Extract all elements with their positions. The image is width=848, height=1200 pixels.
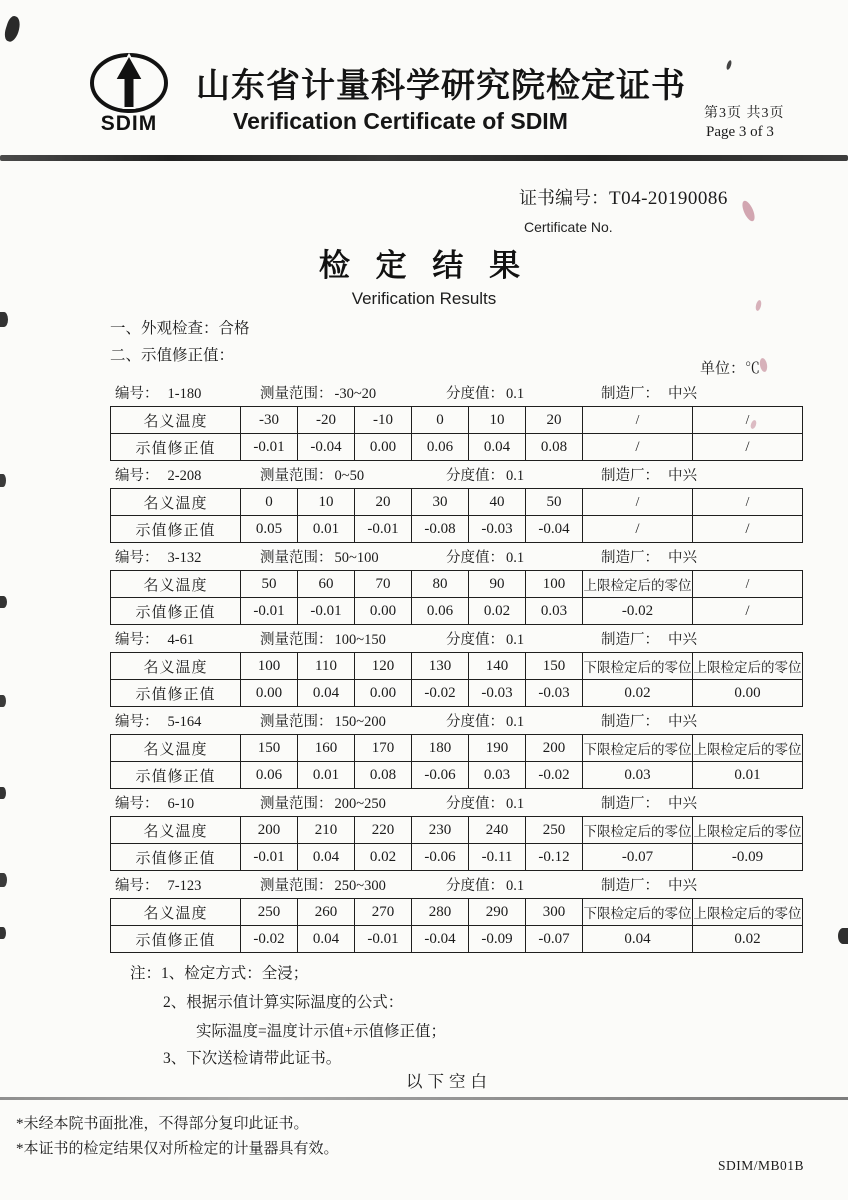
- scan-artifact: [0, 596, 7, 608]
- correction-cell: -0.04: [412, 926, 469, 953]
- table-block: [110, 628, 802, 710]
- note-line-3: 实际温度=温度计示值+示值修正值；: [196, 1023, 446, 1040]
- note-line-1: 注：1、检定方式：全浸；: [130, 965, 309, 982]
- correction-cell: -0.09: [469, 926, 526, 953]
- corrections-line: 二、示值修正值：: [110, 347, 235, 364]
- manufacturer-value: 中兴: [668, 878, 697, 894]
- range-label: 测量范围：: [260, 714, 333, 730]
- temp-cell: 170: [355, 735, 412, 762]
- nominal-temp-label: 名义温度: [111, 817, 241, 844]
- division-value: 0.1: [506, 550, 525, 566]
- correction-cell: 0.03: [469, 762, 526, 789]
- correction-cell: 0.00: [241, 680, 298, 707]
- temp-cell: 280: [412, 899, 469, 926]
- unit-label: 单位：℃: [700, 361, 761, 377]
- temp-cell: 100: [526, 571, 583, 598]
- correction-cell: -0.01: [298, 598, 355, 625]
- temp-cell: 130: [412, 653, 469, 680]
- serial-label: 编号：: [115, 878, 159, 894]
- manufacturer-label: 制造厂：: [601, 796, 659, 812]
- tables-container: [110, 382, 802, 956]
- certificate-no-label: 证书编号：: [519, 188, 609, 208]
- table-block: [110, 464, 802, 546]
- nominal-temp-row: [111, 407, 803, 434]
- temp-cell: 150: [526, 653, 583, 680]
- correction-cell: -0.12: [526, 844, 583, 871]
- range-value: -30~20: [334, 386, 377, 402]
- temp-cell: 300: [526, 899, 583, 926]
- serial-label: 编号：: [115, 386, 159, 402]
- manufacturer-label: 制造厂：: [601, 468, 659, 484]
- correction-cell: -0.08: [412, 516, 469, 543]
- temp-cell: 80: [412, 571, 469, 598]
- table-block: [110, 792, 802, 874]
- temp-cell: 下限检定后的零位: [583, 817, 693, 844]
- correction-cell: -0.01: [355, 926, 412, 953]
- temp-cell: 260: [298, 899, 355, 926]
- correction-cell: 0.01: [693, 762, 803, 789]
- table-meta: [110, 382, 802, 403]
- division-label: 分度值：: [446, 468, 504, 484]
- serial-value: 2-208: [167, 468, 202, 484]
- temp-cell: 200: [241, 817, 298, 844]
- manufacturer-value: 中兴: [668, 550, 697, 566]
- certificate-no-label-en: Certificate No.: [524, 219, 613, 235]
- division-label: 分度值：: [446, 386, 504, 402]
- range-label: 测量范围：: [260, 386, 333, 402]
- correction-cell: -0.02: [241, 926, 298, 953]
- range-label: 测量范围：: [260, 632, 333, 648]
- temp-cell: 230: [412, 817, 469, 844]
- scan-artifact: [0, 312, 8, 327]
- temp-cell: 40: [469, 489, 526, 516]
- range-value: 50~100: [334, 550, 379, 566]
- header-rule: [0, 155, 848, 161]
- table-block: [110, 546, 802, 628]
- range-value: 150~200: [334, 714, 386, 730]
- correction-cell: 0.03: [526, 598, 583, 625]
- scan-artifact: [740, 199, 757, 223]
- temp-cell: 50: [526, 489, 583, 516]
- serial-value: 7-123: [167, 878, 202, 894]
- serial-label: 编号：: [115, 796, 159, 812]
- correction-cell: 0.05: [241, 516, 298, 543]
- certificate-no-value: T04-20190086: [609, 188, 728, 209]
- correction-cell: 0.04: [298, 926, 355, 953]
- temp-cell: 160: [298, 735, 355, 762]
- temp-cell: 190: [469, 735, 526, 762]
- correction-cell: -0.01: [241, 844, 298, 871]
- nominal-temp-row: [111, 489, 803, 516]
- temp-cell: 60: [298, 571, 355, 598]
- division-label: 分度值：: [446, 878, 504, 894]
- correction-cell: 0.04: [298, 844, 355, 871]
- correction-cell: -0.03: [526, 680, 583, 707]
- temp-cell: 250: [241, 899, 298, 926]
- temp-cell: 70: [355, 571, 412, 598]
- temp-cell: 210: [298, 817, 355, 844]
- correction-cell: 0.00: [355, 680, 412, 707]
- correction-row: [111, 926, 803, 953]
- correction-cell: 0.06: [412, 598, 469, 625]
- certificate-title-en: Verification Certificate of SDIM: [233, 108, 568, 134]
- correction-cell: 0.02: [355, 844, 412, 871]
- correction-cell: -0.06: [412, 762, 469, 789]
- scan-artifact: [0, 927, 6, 939]
- temp-cell: /: [693, 571, 803, 598]
- appearance-check-line: 一、外观检查：合格: [110, 320, 250, 337]
- correction-cell: /: [583, 434, 693, 461]
- correction-cell: 0.04: [298, 680, 355, 707]
- serial-label: 编号：: [115, 468, 159, 484]
- correction-cell: 0.02: [469, 598, 526, 625]
- temp-cell: /: [693, 489, 803, 516]
- page-number-en: Page 3 of 3: [706, 124, 774, 140]
- correction-cell: -0.04: [298, 434, 355, 461]
- temp-cell: 下限检定后的零位: [583, 735, 693, 762]
- correction-cell: 0.04: [469, 434, 526, 461]
- range-value: 100~150: [334, 632, 386, 648]
- division-value: 0.1: [506, 796, 525, 812]
- temp-cell: 下限检定后的零位: [583, 653, 693, 680]
- temp-cell: 290: [469, 899, 526, 926]
- temp-cell: 180: [412, 735, 469, 762]
- temp-cell: -10: [355, 407, 412, 434]
- temp-cell: -20: [298, 407, 355, 434]
- temp-cell: 250: [526, 817, 583, 844]
- temp-cell: /: [583, 489, 693, 516]
- correction-label: 示值修正值: [111, 680, 241, 707]
- temp-cell: -30: [241, 407, 298, 434]
- correction-cell: 0.00: [355, 598, 412, 625]
- table-block: [110, 710, 802, 792]
- temp-cell: 150: [241, 735, 298, 762]
- scan-artifact: [0, 787, 6, 799]
- temp-cell: 上限检定后的零位: [693, 653, 803, 680]
- temp-cell: 30: [412, 489, 469, 516]
- division-value: 0.1: [506, 468, 525, 484]
- scan-artifact: [2, 15, 22, 44]
- serial-label: 编号：: [115, 714, 159, 730]
- division-label: 分度值：: [446, 796, 504, 812]
- range-label: 测量范围：: [260, 878, 333, 894]
- note-line-2: 2、根据示值计算实际温度的公式：: [163, 994, 404, 1011]
- nominal-temp-row: [111, 571, 803, 598]
- manufacturer-label: 制造厂：: [601, 550, 659, 566]
- correction-cell: -0.01: [241, 434, 298, 461]
- nominal-temp-row: [111, 653, 803, 680]
- footer-note-1: *未经本院书面批准，不得部分复印此证书。: [16, 1116, 309, 1132]
- manufacturer-value: 中兴: [668, 632, 697, 648]
- correction-row: [111, 598, 803, 625]
- footer-rule: [0, 1097, 848, 1100]
- temp-cell: 270: [355, 899, 412, 926]
- scan-artifact: [759, 357, 768, 372]
- nominal-temp-row: [111, 899, 803, 926]
- correction-cell: 0.02: [693, 926, 803, 953]
- serial-label: 编号：: [115, 550, 159, 566]
- range-value: 250~300: [334, 878, 386, 894]
- logo-text: SDIM: [100, 112, 158, 135]
- range-value: 0~50: [334, 468, 365, 484]
- scan-artifact: [0, 474, 6, 487]
- temp-cell: /: [583, 407, 693, 434]
- temp-cell: 120: [355, 653, 412, 680]
- sdim-logo: [86, 52, 172, 136]
- correction-cell: /: [693, 434, 803, 461]
- correction-cell: -0.02: [526, 762, 583, 789]
- manufacturer-label: 制造厂：: [601, 386, 659, 402]
- serial-value: 1-180: [167, 386, 202, 402]
- serial-value: 3-132: [167, 550, 202, 566]
- results-title-cn: 检 定 结 果: [318, 248, 530, 283]
- manufacturer-value: 中兴: [668, 468, 697, 484]
- temp-cell: 140: [469, 653, 526, 680]
- form-code: SDIM/MB01B: [718, 1158, 805, 1173]
- serial-label: 编号：: [115, 632, 159, 648]
- correction-cell: 0.03: [583, 762, 693, 789]
- correction-table: [110, 406, 803, 461]
- correction-cell: 0.08: [355, 762, 412, 789]
- manufacturer-label: 制造厂：: [601, 878, 659, 894]
- nominal-temp-label: 名义温度: [111, 735, 241, 762]
- correction-label: 示值修正值: [111, 844, 241, 871]
- sdim-arrow-logo-icon: [86, 52, 172, 114]
- correction-cell: -0.02: [412, 680, 469, 707]
- blank-below-label: 以下空白: [406, 1072, 492, 1091]
- correction-row: [111, 762, 803, 789]
- footer-note-2: *本证书的检定结果仅对所检定的计量器具有效。: [16, 1141, 339, 1157]
- table-meta: [110, 710, 802, 731]
- certificate-title-cn: 山东省计量科学研究院检定证书: [196, 68, 686, 105]
- temp-cell: 上限检定后的零位: [693, 899, 803, 926]
- correction-label: 示值修正值: [111, 926, 241, 953]
- table-block: [110, 874, 802, 956]
- correction-table: [110, 734, 803, 789]
- table-block: [110, 382, 802, 464]
- range-value: 200~250: [334, 796, 386, 812]
- correction-table: [110, 652, 803, 707]
- scan-artifact: [0, 873, 7, 887]
- correction-cell: -0.07: [526, 926, 583, 953]
- results-title-en: Verification Results: [351, 289, 497, 308]
- nominal-temp-label: 名义温度: [111, 653, 241, 680]
- correction-cell: 0.01: [298, 762, 355, 789]
- correction-cell: 0.06: [241, 762, 298, 789]
- temp-cell: 220: [355, 817, 412, 844]
- temp-cell: 20: [355, 489, 412, 516]
- correction-row: [111, 680, 803, 707]
- correction-cell: 0.02: [583, 680, 693, 707]
- temp-cell: 90: [469, 571, 526, 598]
- temp-cell: 10: [298, 489, 355, 516]
- nominal-temp-label: 名义温度: [111, 571, 241, 598]
- nominal-temp-row: [111, 817, 803, 844]
- manufacturer-label: 制造厂：: [601, 632, 659, 648]
- serial-value: 6-10: [167, 796, 195, 812]
- correction-table: [110, 898, 803, 953]
- correction-cell: 0.08: [526, 434, 583, 461]
- correction-cell: 0.04: [583, 926, 693, 953]
- correction-label: 示值修正值: [111, 598, 241, 625]
- manufacturer-value: 中兴: [668, 714, 697, 730]
- correction-cell: 0.06: [412, 434, 469, 461]
- correction-table: [110, 816, 803, 871]
- correction-cell: -0.01: [355, 516, 412, 543]
- temp-cell: 20: [526, 407, 583, 434]
- correction-row: [111, 434, 803, 461]
- range-label: 测量范围：: [260, 468, 333, 484]
- certificate-no-line: [519, 184, 728, 210]
- nominal-temp-label: 名义温度: [111, 899, 241, 926]
- correction-cell: -0.11: [469, 844, 526, 871]
- correction-cell: -0.01: [241, 598, 298, 625]
- manufacturer-value: 中兴: [668, 796, 697, 812]
- correction-cell: 0.00: [693, 680, 803, 707]
- temp-cell: /: [693, 407, 803, 434]
- table-meta: [110, 546, 802, 567]
- table-meta: [110, 464, 802, 485]
- division-label: 分度值：: [446, 714, 504, 730]
- temp-cell: 0: [241, 489, 298, 516]
- correction-cell: -0.02: [583, 598, 693, 625]
- correction-cell: 0.01: [298, 516, 355, 543]
- temp-cell: 0: [412, 407, 469, 434]
- division-value: 0.1: [506, 386, 525, 402]
- scan-artifact: [726, 60, 733, 71]
- correction-cell: -0.03: [469, 516, 526, 543]
- correction-label: 示值修正值: [111, 516, 241, 543]
- nominal-temp-row: [111, 735, 803, 762]
- temp-cell: 10: [469, 407, 526, 434]
- division-value: 0.1: [506, 878, 525, 894]
- range-label: 测量范围：: [260, 796, 333, 812]
- correction-cell: /: [693, 598, 803, 625]
- manufacturer-label: 制造厂：: [601, 714, 659, 730]
- note-line-4: 3、下次送检请带此证书。: [163, 1050, 342, 1067]
- temp-cell: 50: [241, 571, 298, 598]
- correction-table: [110, 488, 803, 543]
- range-label: 测量范围：: [260, 550, 333, 566]
- correction-cell: /: [693, 516, 803, 543]
- correction-cell: /: [583, 516, 693, 543]
- division-value: 0.1: [506, 632, 525, 648]
- temp-cell: 110: [298, 653, 355, 680]
- temp-cell: 下限检定后的零位: [583, 899, 693, 926]
- correction-label: 示值修正值: [111, 762, 241, 789]
- temp-cell: 上限检定后的零位: [693, 817, 803, 844]
- division-value: 0.1: [506, 714, 525, 730]
- scan-artifact: [838, 928, 848, 944]
- correction-cell: -0.03: [469, 680, 526, 707]
- correction-row: [111, 844, 803, 871]
- temp-cell: 240: [469, 817, 526, 844]
- table-meta: [110, 874, 802, 895]
- correction-cell: -0.04: [526, 516, 583, 543]
- correction-label: 示值修正值: [111, 434, 241, 461]
- serial-value: 5-164: [167, 714, 202, 730]
- correction-cell: 0.00: [355, 434, 412, 461]
- correction-cell: -0.09: [693, 844, 803, 871]
- nominal-temp-label: 名义温度: [111, 489, 241, 516]
- temp-cell: 上限检定后的零位: [583, 571, 693, 598]
- scan-artifact: [0, 695, 6, 707]
- division-label: 分度值：: [446, 632, 504, 648]
- correction-cell: -0.07: [583, 844, 693, 871]
- temp-cell: 上限检定后的零位: [693, 735, 803, 762]
- table-meta: [110, 628, 802, 649]
- temp-cell: 200: [526, 735, 583, 762]
- table-meta: [110, 792, 802, 813]
- manufacturer-value: 中兴: [668, 386, 697, 402]
- page-number-cn: 第3页 共3页: [704, 106, 785, 121]
- correction-cell: -0.06: [412, 844, 469, 871]
- serial-value: 4-61: [167, 632, 195, 648]
- nominal-temp-label: 名义温度: [111, 407, 241, 434]
- division-label: 分度值：: [446, 550, 504, 566]
- correction-row: [111, 516, 803, 543]
- correction-table: [110, 570, 803, 625]
- temp-cell: 100: [241, 653, 298, 680]
